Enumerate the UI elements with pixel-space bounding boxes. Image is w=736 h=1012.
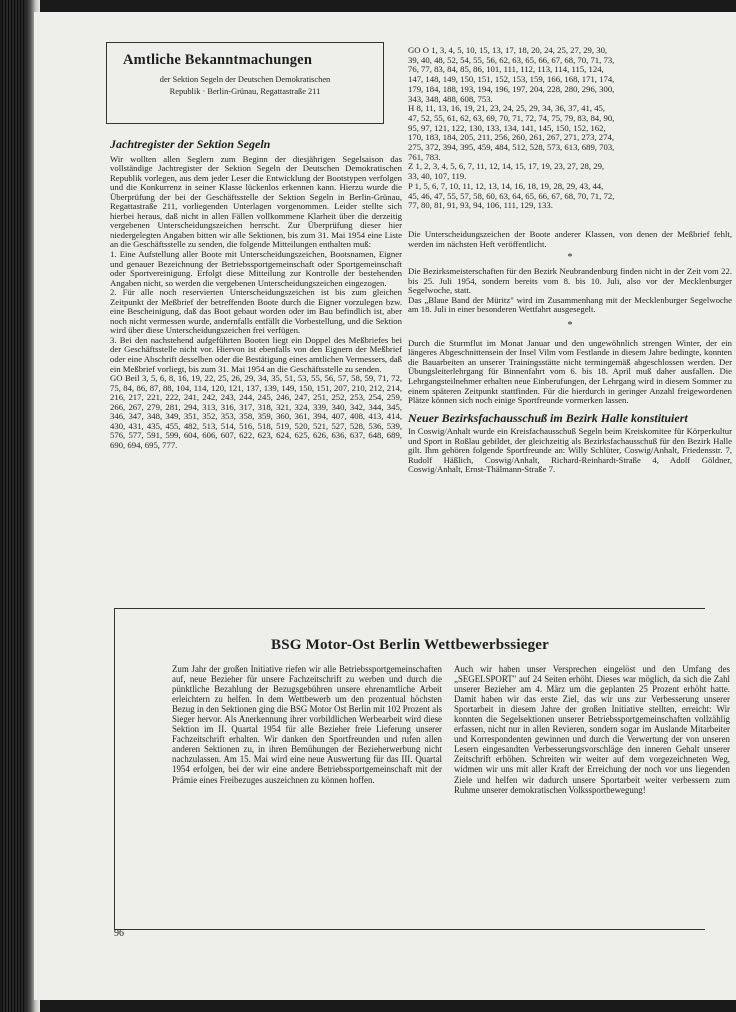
- boat-number-lines: [408, 46, 614, 211]
- paragraph: 3. Bei den nachstehend aufgeführten Booten liegt ein Doppel des Meßbriefes bei der Geschäftsstelle nicht vor. Hiervon ist ebenfalls von den Eignern der Meßbrief oder eine Abschrift desselben oder die Bestätigung eines amtlichen Vermessers, daß ein Meßbrief vorliegt, bis zum 31. Mai 1954 an die Geschäftsstelle zu senden.: [110, 334, 402, 374]
- number-line: 77, 80, 81, 91, 93, 94, 106, 111, 129, 133.: [408, 200, 553, 211]
- left-column: [110, 137, 402, 451]
- number-line: H 8, 11, 13, 16, 19, 21, 23, 24, 25, 29, 34, 36, 37, 41, 45,: [408, 103, 606, 114]
- winner-right-text: Auch wir haben unser Versprechen eingelöst und den Umfang des „SEGELSPORT" auf 24 Seiten erhöht. Dieses war möglich, da sich die Zahl unserer Bezieher am 4. März um die geplanten 25 Prozent erhöht hatte. Damit haben wir das erste Ziel, das wir uns zur Verbesserung unserer Sportarbeit in diesem Jahre der großen Initiative stellten, erreicht: Wir konnten die Segelsektionen unserer Betriebssportgemeinschaften vollzählig erfassen, nicht nur in allen Revieren, sondern sogar im Auslande Mitarbeiter und Korrespondenten gewinnen und durch die Verwertung der von unseren Lesern eingesandten Verbesserungsvorschläge den inneren Gehalt unserer Zeitschrift erhöhen. Schreiten wir weiter auf dem vorgezeichneten Weg, widmen wir uns mit aller Kraft der Erreichung der noch vor uns liegenden Ziele und helfen wir dadurch unsere Sportarbeit weiter verbessern zum Ruhme unserer demokratischen Volkssportbewegung!: [454, 664, 730, 795]
- separator-star: *: [567, 319, 573, 331]
- separator-star: *: [567, 252, 573, 264]
- announcement-header-box: [106, 42, 384, 124]
- number-line: 47, 52, 55, 61, 62, 63, 69, 70, 71, 72, 74, 75, 79, 83, 84, 90,: [408, 112, 615, 123]
- paragraph: 2. Für alle noch reservierten Unterscheidungszeichen ist bis zum gleichen Zeitpunkt der Meßbrief der betreffenden Boote durch die Eigner vorzulegen bzw. eine Bescheinigung, daß das Boot gebaut worden oder im Bau befindlich ist, aber noch nicht vermessen wurde, andernfalls entfällt die Vorbestellung, und die Sektion wird über diese Unterscheidungszeichen frei verfügen.: [110, 287, 402, 336]
- number-line: GO O 1, 3, 4, 5, 10, 15, 13, 17, 18, 20, 24, 25, 27, 29, 30,: [408, 45, 608, 55]
- section-heading-yacht-register: Jachtregister der Sektion Segeln: [110, 137, 271, 151]
- paragraph: Die Unterscheidungszeichen der Boote anderer Klassen, von denen der Meßbrief fehlt, werden im nächsten Heft veröffentlicht.: [408, 229, 732, 249]
- section-heading-halle: Neuer Bezirksfachausschuß im Bezirk Halle konstituiert: [408, 410, 688, 425]
- right-column: [408, 216, 732, 475]
- winner-title: BSG Motor-Ost Berlin Wettbewerbssieger: [271, 637, 549, 653]
- header-title: Amtliche Bekanntmachungen: [123, 52, 313, 68]
- page-number: 96: [114, 928, 124, 939]
- paragraph: Wir wollten allen Seglern zum Beginn der diesjährigen Segelsaison das vollständige Jachtregister der Sektion Segeln der Deutschen Demokratischen Republik vorlegen, aus dem jeder Leser die Entwicklung der Bootstypen verfolgen und die Konkurrenz in seiner Klasse lückenlos erkennen kann. Hierzu wurde die Überprüfung der bei der Geschäftsstelle der Sektion Segeln in Berlin-Grünau, Regattastraße 211, vorliegenden Unterlagen vorgenommen. Leider stellte sich hierbei heraus, daß nicht in allen Fällen vollkommene Klarheit über die derzeitig vergebenen Unterscheidungszeichen herrscht. Zur Überprüfung dieser hier niedergelegten Angaben bitten wir alle Sektionen, bis zum 31. Mai 1954 eine Liste an die Geschäftsstelle zu senden, die folgende Mitteilungen enthalten muß:: [110, 153, 402, 250]
- paragraph: Die Bezirksmeisterschaften für den Bezirk Neubrandenburg finden nicht in der Zeit vom 22. bis 25. Juli 1954, sondern bereits vom 8. bis 10. Juli, also vor der Mecklenburger Segelwoche, statt.: [408, 266, 732, 296]
- number-line: 170, 183, 184, 205, 211, 256, 260, 261, 267, 271, 273, 274,: [408, 132, 615, 143]
- number-line: 39, 40, 48, 52, 54, 55, 56, 62, 63, 65, 66, 67, 68, 70, 71, 73,: [408, 54, 615, 65]
- paragraph: In Coswig/Anhalt wurde ein Kreisfachausschuß Segeln beim Kreiskomitee für Körperkultur und Sport in Roßlau gebildet, der gleichzeitig als Bezirksfachausschuß für den Bezirk Halle gilt. Ihm gehören folgende Sportfreunde an: Willy Schlüter, Coswig/Anhalt, Friedensstr. 7, Rudolf Häßlich, Coswig/Anhalt, Richard-Reinhardt-Straße 4, Adolf Göldner, Coswig/Anhalt, Ernst-Thälmann-Straße 7.: [408, 426, 732, 475]
- paragraph: Das „Blaue Band der Müritz" wird im Zusammenhang mit der Mecklenburger Segelwoche am 18. Juli in einer besonderen Wettfahrt ausgesegelt.: [408, 294, 732, 315]
- number-line: P 1, 5, 6, 7, 10, 11, 12, 13, 14, 16, 18, 19, 28, 29, 43, 44,: [408, 180, 604, 191]
- header-subtitle-2: Republik · Berlin-Grünau, Regattastraße 211: [169, 87, 321, 96]
- number-line: 343, 348, 488, 608, 753.: [408, 93, 493, 104]
- number-line: Z 1, 2, 3, 4, 5, 6, 7, 11, 12, 14, 15, 17, 19, 23, 27, 28, 29,: [408, 161, 605, 172]
- number-line: 76, 77, 83, 84, 85, 86, 101, 111, 112, 113, 114, 115, 124,: [408, 64, 604, 75]
- number-line: 147, 148, 149, 150, 151, 152, 153, 159, 166, 168, 171, 174,: [408, 74, 615, 85]
- boat-number-list: GO Beil 3, 5, 6, 8, 16, 19, 22, 25, 26, 29, 34, 35, 51, 53, 55, 56, 57, 58, 59, 71, 72, 75, 84, 86, 87, 88, 104, 114, 120, 121, 137, 139, 149, 150, 151, 207, 210, 212, 214, 216, 217, 221, 222, 241, 242, 243, 244, 245, 246, 247, 251, 252, 253, 254, 259, 266, 267, 279, 281, 294, 313, 316, 317, 318, 321, 324, 339, 340, 342, 344, 345, 346, 347, 348, 349, 351, 352, 353, 358, 359, 360, 361, 394, 407, 408, 413, 414, 430, 431, 435, 455, 482, 513, 514, 516, 518, 519, 520, 521, 527, 528, 536, 539, 576, 577, 591, 599, 604, 606, 607, 622, 623, 624, 625, 626, 636, 637, 648, 689, 690, 694, 695, 777.: [110, 373, 402, 450]
- number-line: 179, 184, 188, 193, 194, 196, 197, 204, 228, 280, 296, 300,: [408, 83, 615, 94]
- header-subtitle-1: der Sektion Segeln der Deutschen Demokratischen: [159, 75, 331, 84]
- number-line: 45, 46, 47, 55, 57, 58, 60, 63, 64, 65, 66, 67, 68, 70, 71, 72,: [408, 190, 615, 201]
- number-line: 275, 372, 394, 395, 459, 484, 512, 528, 573, 613, 689, 703,: [408, 142, 615, 153]
- paragraph: 1. Eine Aufstellung aller Boote mit Unterscheidungszeichen, Bootsnamen, Eigner und genauer Bezeichnung der Betriebssportgemeinschaft oder Sportgemeinschaft oder Sportvereinigung. Erfolgt diese Mitteilung zur Kontrolle der bestehenden Angaben nicht, so werden die vergebenen Unterscheidungszeichen eingezogen.: [110, 249, 402, 288]
- number-line: 33, 40, 107, 119.: [408, 171, 467, 182]
- number-line: 761, 783.: [408, 151, 441, 162]
- paragraph: Durch die Sturmflut im Monat Januar und den ungewöhnlich strengen Winter, der ein längeres Abgeschnittensein der Insel Vilm vom Festlande in diesem Jahre bedingte, konnten die Bauarbeiten an unserer Trainingsstätte nicht termingemäß abgeschlossen werden. Der Übungsleiterlehrgang für Binnenfahrt vom 6. bis 18. April muß daher ausfallen. Die Lehrgangsteilnehmer erhalten neue Einberufungen, der Lehrgang wird in diesem Sommer zu einem späteren Zeitpunkt stattfinden. Für die hierdurch in geringer Anzahl freigewordenen Plätze können sich noch einige Sportfreunde vormerken lassen.: [408, 337, 732, 406]
- number-line: 95, 97, 121, 122, 130, 133, 134, 141, 145, 150, 152, 162,: [408, 122, 606, 133]
- book-binding-edge: [2, 0, 26, 1012]
- winner-left-text: Zum Jahr der großen Initiative riefen wir alle Betriebssportgemeinschaften auf, neue Bezieher für unsere Fachzeitschrift zu werben und durch die pünktliche Bezahlung der Bezugsgebühren unsere ehrenamtliche Arbeit erleichtern zu helfen. In dem Wettbewerb um den prozentual höchsten Bezug in den Sektionen ging die BSG Motor Ost Berlin mit 102 Prozent als Sieger hervor. Als Anerkennung ihrer vorbildlichen Werbearbeit wird diese Sektion im II. Quartal 1954 für alle Bezieher freie Lieferung unserer Fachzeitschrift erhalten. Wir danken den Sportfreunden und rufen allen anderen Sektionen zu, in ihren Bemühungen der Bezieherwerbung nicht nachzulassen. Am 15. Mai wird eine neue Auswertung für das III. Quartal 1954 erfolgen, bei der wir eine andere Betriebssportgemeinschaft mit der Prämie eines Freibezuges auszeichnen zu können hoffen.: [172, 664, 442, 785]
